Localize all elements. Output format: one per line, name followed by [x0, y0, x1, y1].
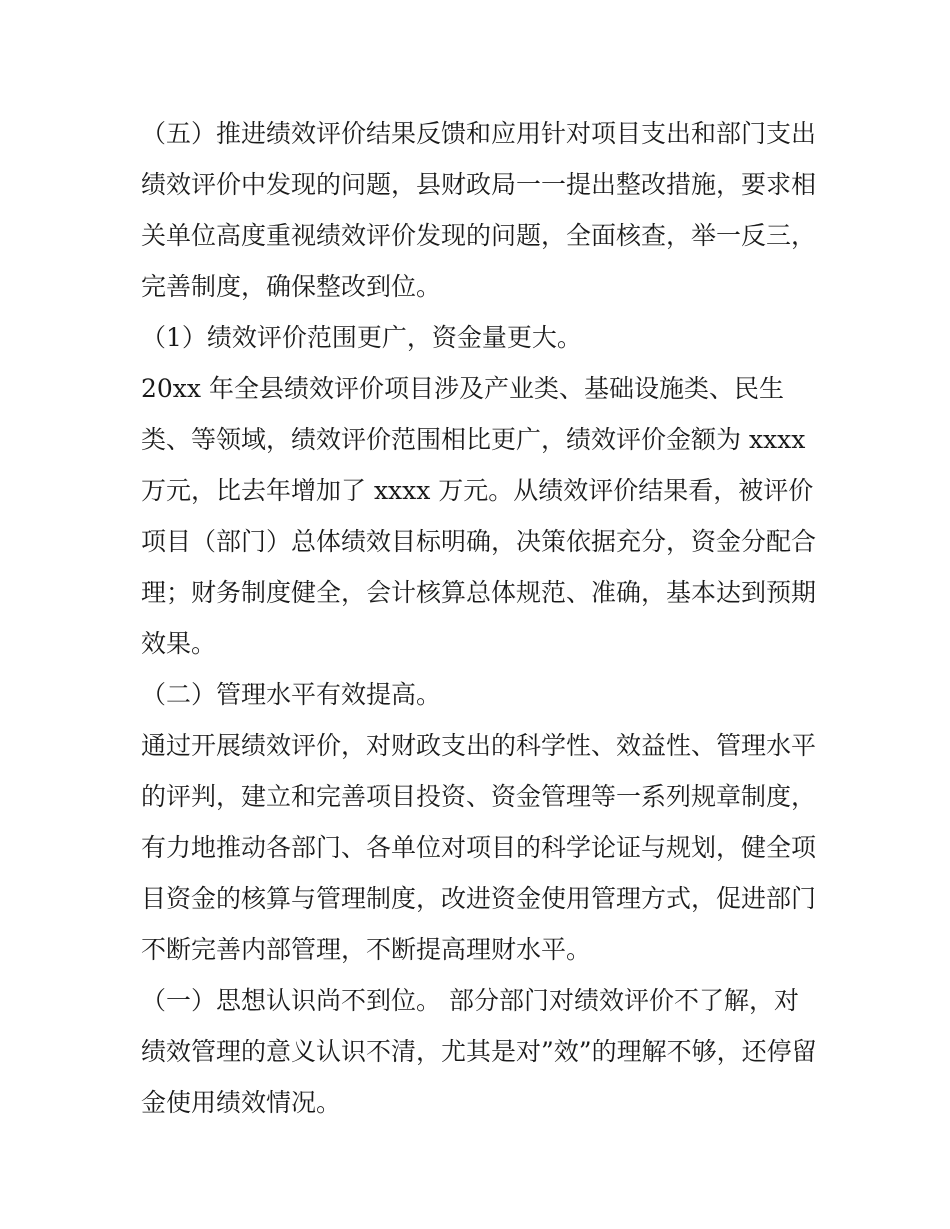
text-line: 有力地推动各部门、各单位对项目的科学论证与规划，健全项 — [141, 833, 817, 862]
text-line: （一）思想认识尚不到位。 部分部门对绩效评价不了解，对 — [141, 986, 799, 1015]
text-line: 目资金的核算与管理制度，改进资金使用管理方式，促进部门 — [141, 884, 817, 913]
text-line: 通过开展绩效评价，对财政支出的科学性、效益性、管理水平 — [141, 731, 817, 760]
text-line: （五）推进绩效评价结果反馈和应用针对项目支出和部门支出 — [141, 119, 817, 148]
text-line: 金使用绩效情况。 — [141, 1088, 342, 1117]
text-line: 万元，比去年增加了 xxxx 万元。从绩效评价结果看，被评价 — [141, 476, 814, 505]
text-line: 完善制度，确保整改到位。 — [141, 272, 442, 301]
document-body — [141, 108, 821, 1128]
text-line: 效果。 — [141, 629, 217, 658]
text-line: 绩效评价中发现的问题，县财政局一一提出整改措施，要求相 — [141, 170, 817, 199]
text-line: 类、等领域，绩效评价范围相比更广，绩效评价金额为 xxxx — [141, 425, 806, 454]
text-line: 理；财务制度健全，会计核算总体规范、准确，基本达到预期 — [141, 578, 817, 607]
text-line: （1）绩效评价范围更广，资金量更大。 — [141, 323, 582, 352]
text-line: 项目（部门）总体绩效目标明确，决策依据充分，资金分配合 — [141, 527, 817, 556]
text-line: 绩效管理的意义认识不清，尤其是对”效”的理解不够，还停留 — [141, 1037, 817, 1066]
text-line: 关单位高度重视绩效评价发现的问题，全面核查，举一反三， — [141, 221, 817, 250]
text-line: 20xx 年全县绩效评价项目涉及产业类、基础设施类、民生 — [141, 374, 784, 403]
text-line: （二）管理水平有效提高。 — [141, 680, 442, 709]
text-line: 的评判，建立和完善项目投资、资金管理等一系列规章制度， — [141, 782, 817, 811]
text-line: 不断完善内部管理，不断提高理财水平。 — [141, 935, 592, 964]
